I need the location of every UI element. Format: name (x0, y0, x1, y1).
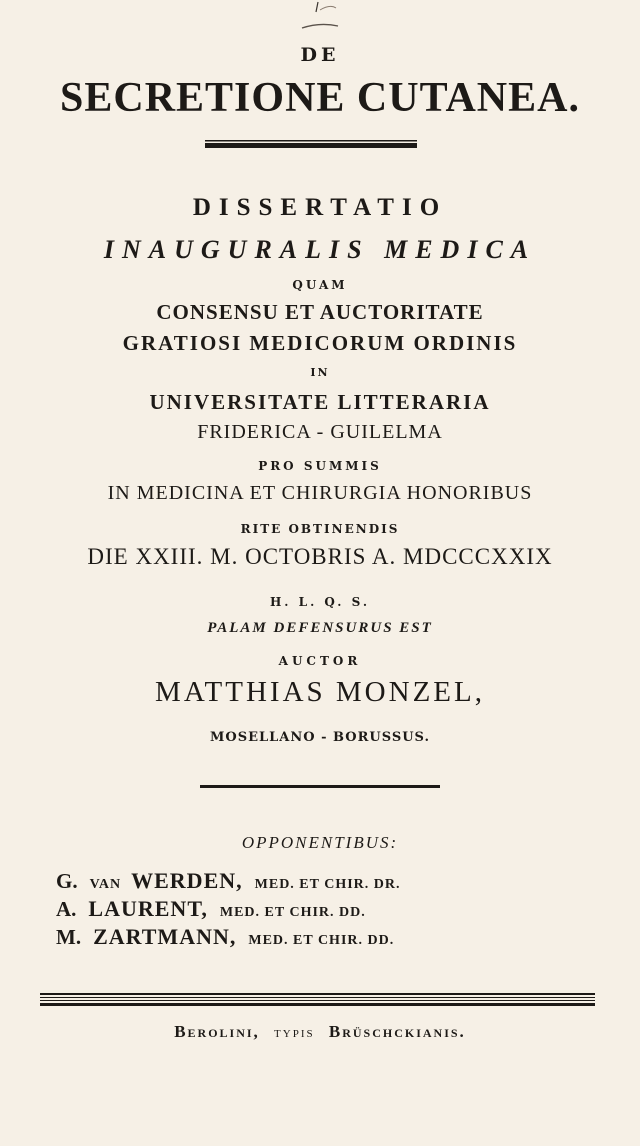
opponent-prefix: VAN (89, 877, 122, 892)
author-name: MATTHIAS MONZEL, (155, 676, 485, 708)
opponent-initial: G. (56, 869, 78, 893)
decorative-rule-middle (200, 785, 440, 788)
consensu-line: CONSENSU ET AUCTORITATE (156, 300, 484, 324)
dissertatio-heading: DISSERTATIO (192, 194, 448, 221)
imprint-line (0, 1022, 640, 1042)
hlqs-line: H. L. Q. S. (269, 595, 371, 609)
opponent-name: WERDEN, (131, 868, 243, 893)
rite-line: RITE OBTINENDIS (240, 522, 400, 536)
opponent-initial: A. (56, 897, 77, 921)
date-line: DIE XXIII. M. OCTOBRIS A. MDCCCXXIX (87, 544, 553, 569)
decorative-rule-bottom (40, 993, 595, 1007)
opponents-label: OPPONENTIBUS: (241, 833, 399, 852)
opponent-degree: MED. ET CHIR. DD. (248, 933, 395, 948)
imprint-city: Berolini, (174, 1022, 260, 1041)
imprint-typis: typis (274, 1025, 315, 1041)
opponent-initial: M. (56, 925, 82, 949)
opponent-degree: MED. ET CHIR. DR. (254, 877, 401, 892)
opponent-degree: MED. ET CHIR. DD. (219, 905, 366, 920)
auctor-label: AUCTOR (278, 654, 362, 668)
imprint-printer: Brüschckianis. (328, 1022, 466, 1041)
opponent-row (56, 868, 401, 894)
friderica-line: FRIDERICA - GUILELMA (197, 421, 443, 443)
opponent-row (56, 924, 394, 950)
title-preposition: DE (300, 44, 340, 66)
universitate-line: UNIVERSITATE LITTERARIA (149, 390, 491, 414)
palam-line: PALAM DEFENSURUS EST (207, 620, 433, 636)
decorative-rule-top (205, 140, 417, 148)
opponent-name: ZARTMANN, (93, 924, 237, 949)
ink-flourish-mark (300, 0, 340, 30)
main-title: SECRETIONE CUTANEA. (60, 75, 580, 121)
opponent-name: LAURENT, (88, 896, 208, 921)
opponent-row (56, 896, 366, 922)
pro-summis-line: PRO SUMMIS (258, 459, 382, 473)
gratiosi-line: GRATIOSI MEDICORUM ORDINIS (122, 331, 518, 355)
in-medicina-line: IN MEDICINA ET CHIRURGIA HONORIBUS (107, 482, 533, 504)
author-origin: MOSELLANO - BORUSSUS. (209, 730, 430, 745)
in-line: IN (310, 366, 330, 379)
inauguralis-heading: INAUGURALIS MEDICA (103, 235, 537, 264)
quam-line: QUAM (292, 278, 348, 292)
